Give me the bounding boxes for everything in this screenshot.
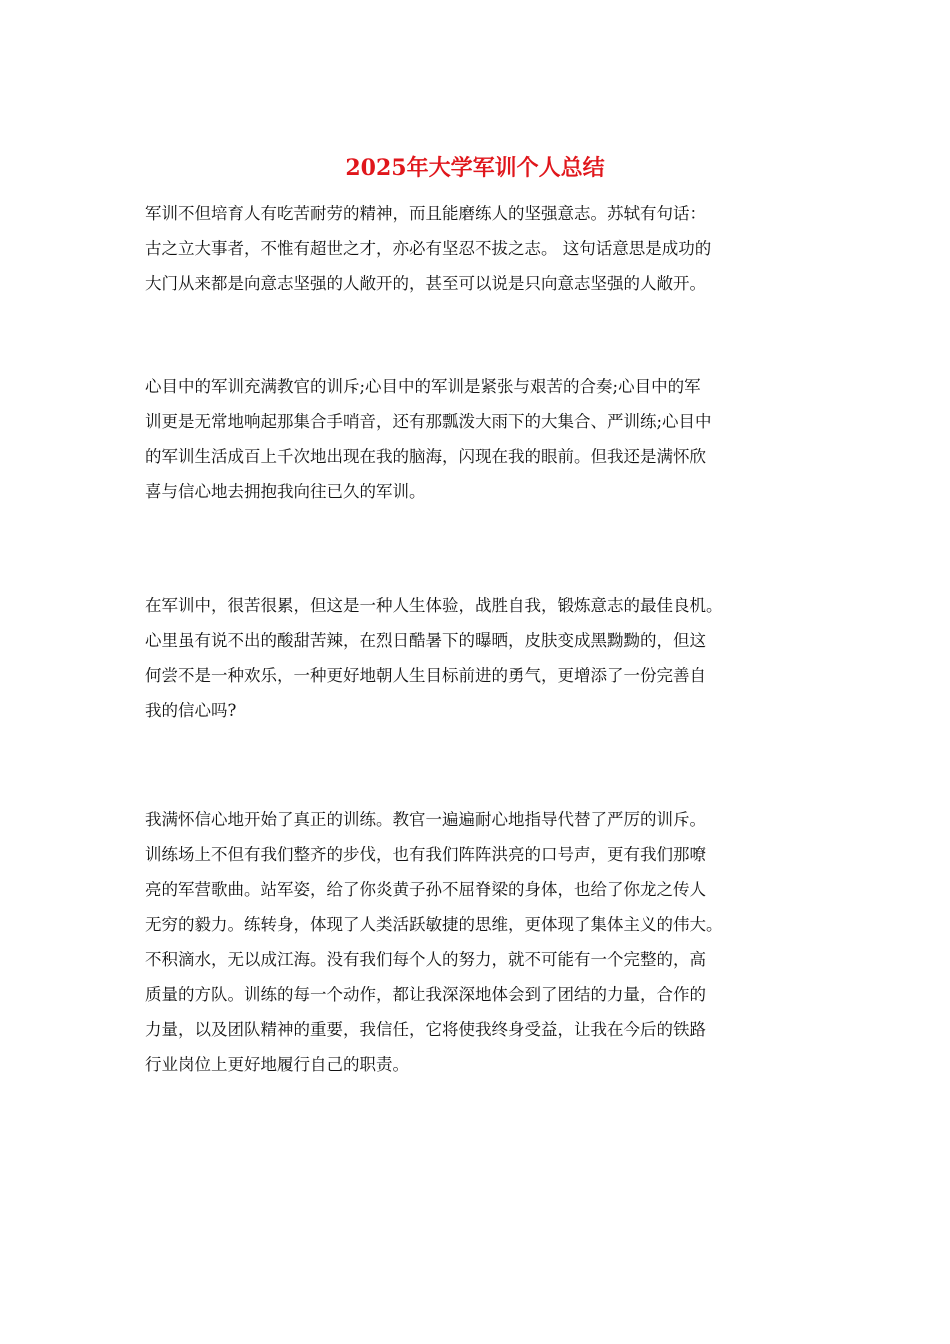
paragraph-line: 心目中的军训充满教官的训斥;心目中的军训是紧张与艰苦的合奏;心目中的军 <box>145 377 701 396</box>
paragraph-line: 力量，以及团队精神的重要，我信任，它将使我终身受益，让我在今后的铁路 <box>145 1020 706 1039</box>
document-title: 2025年大学军训个人总结 <box>345 155 605 181</box>
paragraph-line: 我的信心吗? <box>145 701 237 720</box>
paragraph-line: 喜与信心地去拥抱我向往已久的军训。 <box>145 482 426 501</box>
paragraph-line: 无穷的毅力。练转身，体现了人类活跃敏捷的思维，更体现了集体主义的伟大。 <box>145 915 723 934</box>
paragraph-line: 在军训中，很苦很累，但这是一种人生体验，战胜自我，锻炼意志的最佳良机。 <box>145 596 723 615</box>
paragraph-line: 何尝不是一种欢乐，一种更好地朝人生目标前进的勇气，更增添了一份完善自 <box>145 666 706 685</box>
paragraph-4 <box>145 802 825 1082</box>
paragraph-line: 亮的军营歌曲。站军姿，给了你炎黄子孙不屈脊梁的身体，也给了你龙之传人 <box>145 880 706 899</box>
paragraph-line: 心里虽有说不出的酸甜苦辣，在烈日酷暑下的曝晒，皮肤变成黑黝黝的，但这 <box>145 631 706 650</box>
paragraph-line: 军训不但培育人有吃苦耐劳的精神，而且能磨练人的坚强意志。苏轼有句话： <box>145 204 706 223</box>
paragraph-line: 的军训生活成百上千次地出现在我的脑海，闪现在我的眼前。但我还是满怀欣 <box>145 447 706 466</box>
paragraph-line: 我满怀信心地开始了真正的训练。教官一遍遍耐心地指导代替了严厉的训斥。 <box>145 810 706 829</box>
paragraph-line: 训更是无常地响起那集合手哨音，还有那瓢泼大雨下的大集合、严训练;心目中 <box>145 412 712 431</box>
paragraph-2 <box>145 369 825 509</box>
paragraph-line: 古之立大事者，不惟有超世之才，亦必有坚忍不拔之志。 这句话意思是成功的 <box>145 239 712 258</box>
paragraph-line: 训练场上不但有我们整齐的步伐，也有我们阵阵洪亮的口号声，更有我们那嘹 <box>145 845 706 864</box>
paragraph-line: 质量的方队。训练的每一个动作，都让我深深地体会到了团结的力量，合作的 <box>145 985 706 1004</box>
paragraph-line: 大门从来都是向意志坚强的人敞开的，甚至可以说是只向意志坚强的人敞开。 <box>145 274 706 293</box>
paragraph-1 <box>145 196 825 301</box>
paragraph-3 <box>145 588 825 728</box>
paragraph-line: 不积滴水，无以成江海。没有我们每个人的努力，就不可能有一个完整的，高 <box>145 950 706 969</box>
paragraph-line: 行业岗位上更好地履行自己的职责。 <box>145 1055 409 1074</box>
